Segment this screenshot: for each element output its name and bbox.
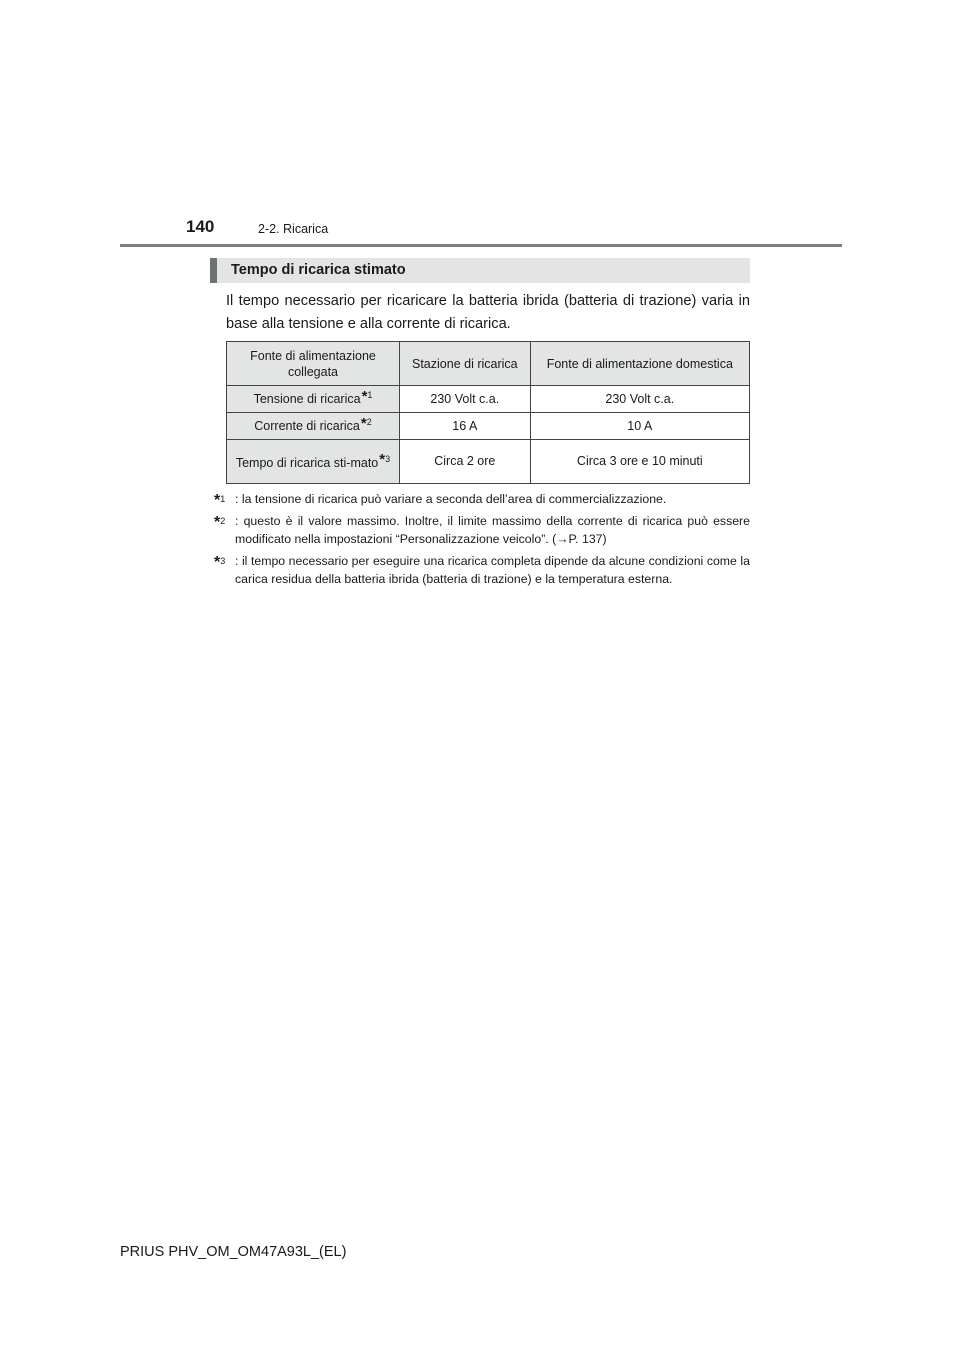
asterisk-icon: * xyxy=(361,387,368,405)
table-row xyxy=(227,440,750,484)
row-label xyxy=(227,386,400,413)
page-number: 140 xyxy=(186,217,215,236)
note-ref: 3 xyxy=(385,453,391,464)
footnote xyxy=(214,490,750,508)
row-label xyxy=(227,413,400,440)
asterisk-icon: * xyxy=(214,554,221,572)
column-header: Fonte di alimentazione domestica xyxy=(530,342,749,386)
section-label: 2-2. Ricarica xyxy=(258,222,329,236)
asterisk-icon: * xyxy=(379,451,386,469)
table-cell: 230 Volt c.a. xyxy=(530,386,749,413)
intro-paragraph: Il tempo necessario per ricaricare la batteria ibrida (batteria di trazione) varia in base alla tensione e alla corrente di ricarica. xyxy=(226,293,750,332)
section-heading xyxy=(210,258,750,283)
row-label-text: Corrente di ricarica xyxy=(254,419,360,434)
asterisk-icon: * xyxy=(214,514,221,532)
asterisk-icon: * xyxy=(360,414,367,432)
table-cell: Circa 2 ore xyxy=(400,440,531,484)
footnote-marker xyxy=(214,490,225,512)
table-row xyxy=(227,386,750,413)
column-header: Stazione di ricarica xyxy=(400,342,531,386)
footnote-number: 2 xyxy=(220,516,226,526)
section-heading-text: Tempo di ricarica stimato xyxy=(231,262,406,278)
table-row xyxy=(227,413,750,440)
footnote-number: 1 xyxy=(220,494,226,504)
asterisk-icon: * xyxy=(214,492,221,510)
footnote xyxy=(214,512,750,548)
row-label-text: Tempo di ricarica sti-mato xyxy=(235,456,379,471)
footnote xyxy=(214,552,750,588)
charging-time-table xyxy=(226,341,750,484)
footnote-marker xyxy=(214,512,225,534)
footnote-number: 3 xyxy=(220,556,226,566)
note-ref: 2 xyxy=(366,417,372,428)
table-cell: 10 A xyxy=(530,413,749,440)
footnote-text: : questo è il valore massimo. Inoltre, il limite massimo della corrente di ricarica può essere modificato nella impostazioni “Personalizzazione veicolo”. (→P. 137) xyxy=(235,514,750,546)
column-header: Fonte di alimentazione collegata xyxy=(227,342,400,386)
row-label xyxy=(227,440,400,484)
footnote-text: : il tempo necessario per eseguire una ricarica completa dipende da alcune condizioni come la carica residua della batteria ibrida (batteria di trazione) e la temperatura esterna. xyxy=(235,554,750,586)
footnote-marker xyxy=(214,552,225,574)
row-label-text: Tensione di ricarica xyxy=(253,392,361,407)
footnote-text: : la tensione di ricarica può variare a seconda dell’area di commercializzazione. xyxy=(235,492,667,506)
note-ref: 1 xyxy=(367,390,373,401)
document-code: PRIUS PHV_OM_OM47A93L_(EL) xyxy=(120,1244,347,1260)
header-rule xyxy=(120,244,842,247)
table-header-row xyxy=(227,342,750,386)
table-cell: 16 A xyxy=(400,413,531,440)
footnotes xyxy=(214,490,750,592)
table-cell: Circa 3 ore e 10 minuti xyxy=(530,440,749,484)
table-cell: 230 Volt c.a. xyxy=(400,386,531,413)
